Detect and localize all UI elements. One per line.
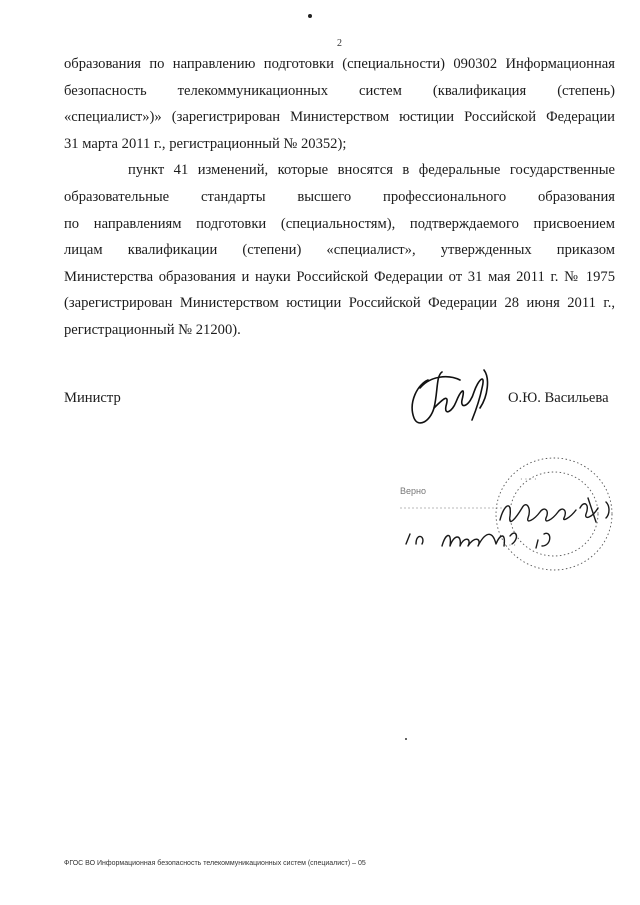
page-number: 2 — [337, 38, 342, 49]
paragraph-1 — [64, 51, 615, 157]
text-line: 31 марта 2011 г., регистрационный № 20352); — [64, 135, 347, 152]
text-line: «специалист»)» (зарегистрирован Министерством юстиции Российской Федерации — [64, 109, 615, 126]
svg-text:· · · ·: · · · · — [520, 475, 537, 484]
text-line: по направлениям подготовки (специальностям), подтверждаемого присвоением — [64, 215, 615, 232]
text-line: образования по направлению подготовки (специальности) 090302 Информационная — [64, 56, 615, 72]
text-line: безопасность телекоммуникационных систем (квалификация (степень) — [64, 82, 615, 99]
signer-title: Министр — [64, 390, 121, 406]
text-line: (зарегистрирован Министерством юстиции Российской Федерации 28 июня 2011 г., — [64, 295, 615, 312]
signer-name: О.Ю. Васильева — [508, 390, 609, 406]
scan-artifact-mark — [405, 738, 407, 740]
document-footer: ФГОС ВО Информационная безопасность телекоммуникационных систем (специалист) – 05 — [64, 860, 366, 867]
scan-artifact-dot — [308, 14, 312, 18]
document-body — [64, 51, 615, 344]
text-line: регистрационный № 21200). — [64, 321, 241, 338]
stamp-verno-text: Верно — [400, 486, 426, 496]
text-line: лицам квалификации (степени) «специалист», утвержденных приказом — [64, 242, 615, 259]
certification-stamp — [392, 448, 622, 588]
text-line: Министерства образования и науки Российской Федерации от 31 мая 2011 г. № 1975 — [64, 268, 615, 285]
svg-text:· · ·: · · · — [504, 541, 516, 550]
handwritten-signature — [400, 362, 500, 432]
text-line: образовательные стандарты высшего профессионального образования — [64, 188, 615, 205]
paragraph-2 — [64, 157, 615, 343]
text-line: пункт 41 изменений, которые вносятся в федеральные государственные — [128, 162, 615, 179]
